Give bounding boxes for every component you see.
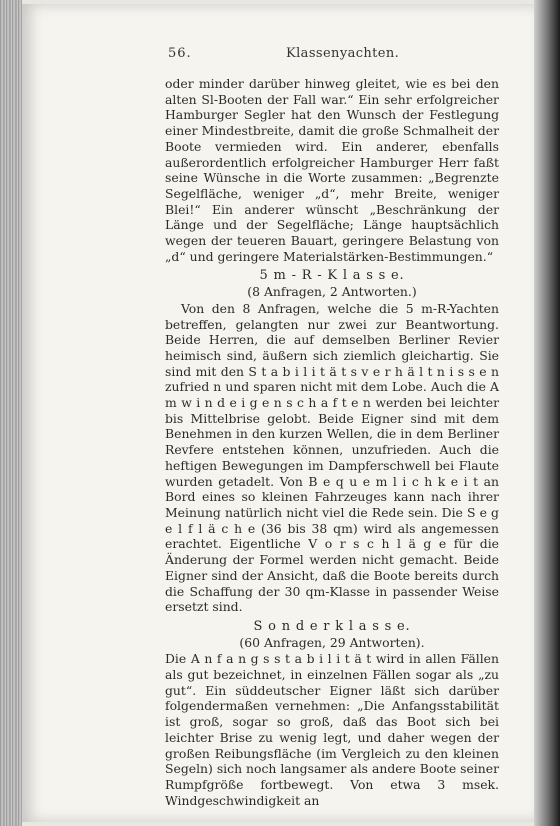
paragraph: Die A n f a n g s s t a b i l i t ä t wird in allen Fällen als gut bezeichnet, in einzelnen Fällen sogar als „zu gut“. Ein süddeutscher Eigner läßt sich darüber folgendermaßen vernehmen: „Die Anfangsstabilität ist groß, sogar so groß, daß das Boot sich bei leichter Brise zu wenig legt, und daher wegen der großen Reibungsfläche (im Vergleich zu den kleinen Segeln) sich noch langsamer als andere Boote seiner Rumpfgröße fortbewegt. Von etwa 3 msek. Windgeschwindigkeit an [165, 651, 499, 808]
page-number: 56. [168, 46, 192, 61]
book-binding [0, 0, 22, 826]
paragraph: Von den 8 Anfragen, welche die 5 m-R-Yachten betreffen, gelangten nur zwei zur Beantwortung. Beide Herren, die auf demselben Berliner Revier heimisch sind, äußern sich ziemlich gleichartig. Sie sind mit den S t a b i l i t ä t s v e r h ä l t n i s s e n zufried n und sparen nicht mit dem Lobe. Auch die A m w i n d e i g e n s c h a f t e n werden bei leichter bis Mittelbrise gelobt. Beide Eigner sind mit dem Benehmen in den kurzen Wellen, die in dem Berliner Revfere entstehen können, unzufrieden. Auch die heftigen Bewegungen im Dampferschwell bei Flaute wurden getadelt. Von B e q u e m l i c h k e i t an Bord eines so kleinen Fahrzeuges kann nach ihrer Meinung natürlich nicht viel die Rede sein. Die S e g e l f l ä c h e (36 bis 38 qm) wird als angemessen erachtet. Eigentliche V o r s c h l ä g e für die Änderung der Formel werden nicht gemacht. Beide Eigner sind der Ansicht, daß die Boote bereits durch die Schaffung der 30 qm-Klasse in passender Weise ersetzt sind. [165, 300, 499, 615]
section-subheading: (60 Anfragen, 29 Antworten). [239, 634, 425, 650]
section-heading: S o n d e r k l a s s e. [253, 618, 411, 634]
section-subheading: (8 Anfragen, 2 Antworten.) [247, 284, 417, 300]
page-edge-shadow [534, 0, 560, 826]
section-heading: 5 m - R - K l a s s e. [259, 268, 405, 284]
body-text [165, 76, 499, 808]
paragraph: oder minder darüber hinweg gleitet, wie es bei den alten Sl-Booten der Fall war.“ Ein sehr erfolgreicher Hamburger Segler hat den Wunsch der Festlegung einer Mindestbreite, damit die große Schmalheit der Boote vermieden wird. Ein anderer, ebenfalls außerordentlich erfolgreicher Hamburger Herr faßt seine Wünsche in die Worte zusammen: „Begrenzte Segelfläche, weniger „d“, mehr Breite, weniger Blei!“ Ein anderer wünscht „Beschränkung der Länge und der Segelfläche; Länge hauptsächlich wegen der teueren Bauart, geringere Belastung von „d“ und geringere Materialstärken-Bestimmungen.“ [165, 76, 499, 264]
running-title: Klassenyachten. [286, 46, 400, 61]
